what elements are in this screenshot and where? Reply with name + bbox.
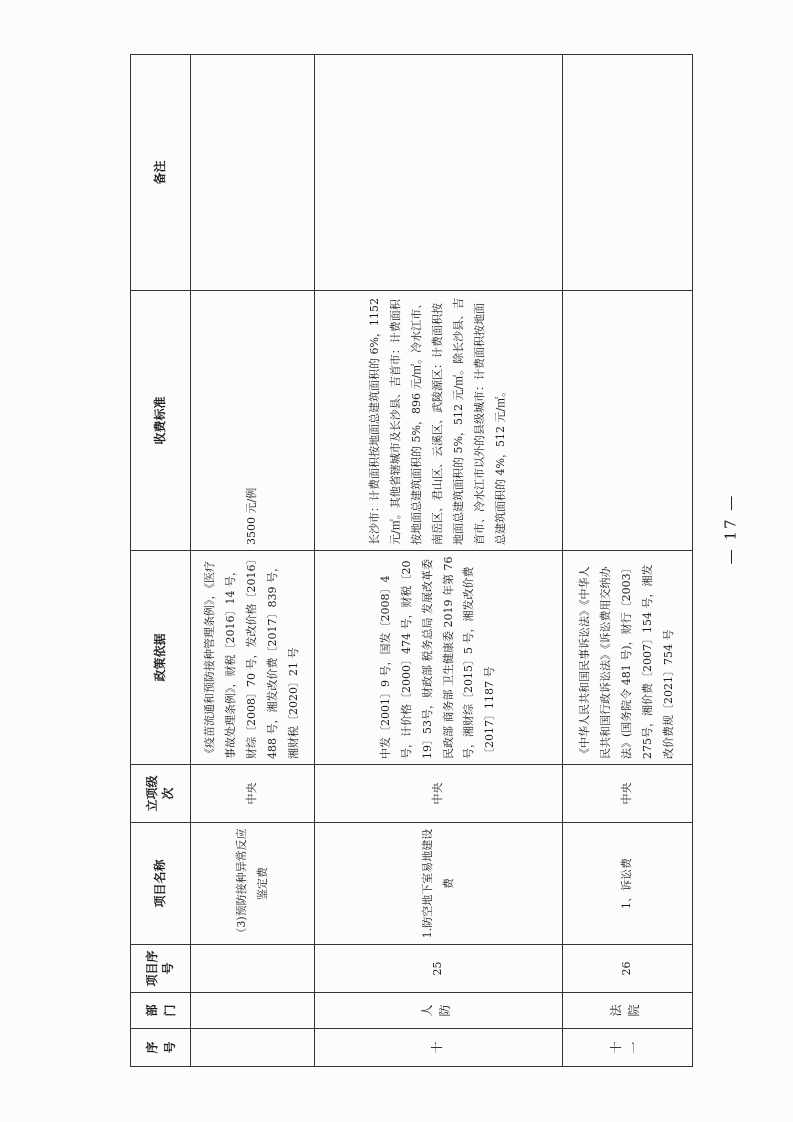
header-standard: 收费标准 — [131, 291, 191, 551]
dept-cell: 法院 — [563, 993, 693, 1029]
remarks-cell — [563, 55, 693, 291]
header-dept: 部门 — [131, 993, 191, 1029]
header-item-name: 项目名称 — [131, 823, 191, 945]
rotated-table-stage — [130, 55, 692, 1067]
header-seq: 序号 — [131, 1029, 191, 1067]
item-seq-cell: 26 — [563, 945, 693, 993]
header-row — [131, 55, 191, 1067]
seq-cell: 十一 — [563, 1029, 693, 1067]
policy-cell: 《疫苗流通和预防接种管理条例》，《医疗事故处理条例》，财税〔2016〕14 号，财综〔2008〕70 号，发改价格〔2016〕488 号，湘发改价费〔2017〕839 号，湘财税〔2020〕21 号 — [191, 551, 315, 765]
item-name-cell: （3)预防接种异常反应鉴定费 — [191, 823, 315, 945]
item-seq-cell — [191, 945, 315, 993]
level-cell: 中央 — [191, 765, 315, 823]
remarks-cell — [191, 55, 315, 291]
seq-cell — [191, 1029, 315, 1067]
policy-cell: 中发〔2001〕9 号，国发〔2008〕4 号，计价格〔2000〕474 号，财税〔2019〕53号，财政部 税务总局 发展改革委 民政部 商务部 卫生健康委 2019 年第 76 号，湘财综〔2015〕5 号，湘发改价费〔2017〕1187 号 — [315, 551, 563, 765]
header-level: 立项级次 — [131, 765, 191, 823]
seq-cell: 十 — [315, 1029, 563, 1067]
item-name-cell: 1、诉讼费 — [563, 823, 693, 945]
level-cell: 中央 — [315, 765, 563, 823]
table-row — [191, 55, 315, 1067]
item-name-cell: 1.防空地下室易地建设费 — [315, 823, 563, 945]
page-number: — 17 — — [721, 493, 740, 565]
header-item-seq: 项目序号 — [131, 945, 191, 993]
table-row — [563, 55, 693, 1067]
item-seq-cell: 25 — [315, 945, 563, 993]
header-policy: 政策依据 — [131, 551, 191, 765]
header-remarks: 备注 — [131, 55, 191, 291]
remarks-cell — [315, 55, 563, 291]
level-cell: 中央 — [563, 765, 693, 823]
policy-cell: 《中华人民共和国民事诉讼法》《中华人民共和国行政诉讼法》《诉讼费用交纳办法》(国务院令 481 号)，财行〔2003〕275号，湘价费〔2007〕154 号，湘发改价费规〔2021〕754 号 — [563, 551, 693, 765]
dept-cell — [191, 993, 315, 1029]
dept-cell: 人防 — [315, 993, 563, 1029]
standard-cell: 长沙市：计费面积按地面总建筑面积的 6%，1152 元/㎡。其他省辖城市及长沙县、吉首市：计费面积按地面总建筑面积的 5%，896 元/㎡。冷水江市、南岳区、君山区、云溪区、武陵源区：计费面积按地面总建筑面积的 5%，512 元/㎡。除长沙县、吉首市、冷水江市以外的县级城市：计费面积按地面总建筑面积的 4%，512 元/㎡。 — [315, 291, 563, 551]
standard-cell: 3500 元/例 — [191, 291, 315, 551]
fee-table — [130, 54, 693, 1067]
table-row — [315, 55, 563, 1067]
standard-cell — [563, 291, 693, 551]
